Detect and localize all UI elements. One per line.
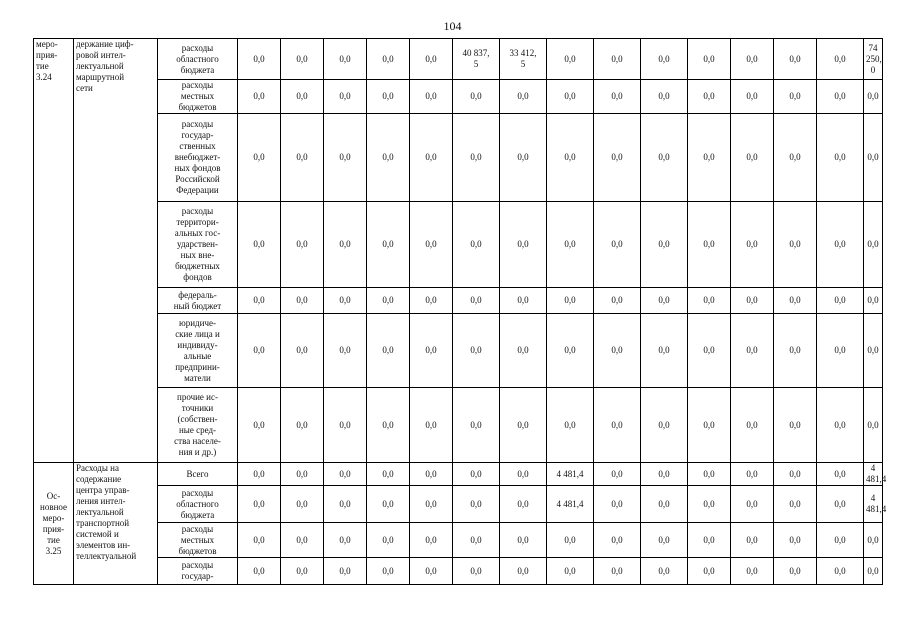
value-cell: 0,0 bbox=[324, 523, 367, 558]
funding-source-cell: расходы государ- bbox=[158, 558, 238, 585]
measure-name-cell: держание циф- ровой интел- лектуальной маршрутной сети bbox=[74, 39, 158, 463]
value-cell: 0,0 bbox=[594, 463, 641, 486]
value-cell: 40 837, 5 bbox=[453, 39, 500, 80]
value-cell: 0,0 bbox=[367, 202, 410, 288]
value-cell: 0,0 bbox=[817, 486, 864, 523]
value-cell: 0,0 bbox=[281, 558, 324, 585]
value-cell: 0,0 bbox=[774, 523, 817, 558]
table-row bbox=[34, 486, 883, 523]
table-row bbox=[34, 523, 883, 558]
value-cell: 0,0 bbox=[238, 486, 281, 523]
funding-source-cell: расходы территори- альных гос- ударствен- ных вне- бюджетных фондов bbox=[158, 202, 238, 288]
value-cell: 0,0 bbox=[774, 288, 817, 314]
value-cell: 0,0 bbox=[547, 114, 594, 202]
value-cell: 0,0 bbox=[281, 463, 324, 486]
value-cell: 0,0 bbox=[367, 314, 410, 388]
value-cell: 0,0 bbox=[453, 314, 500, 388]
value-cell: 0,0 bbox=[774, 202, 817, 288]
value-cell: 0,0 bbox=[500, 80, 547, 114]
value-cell: 0,0 bbox=[500, 314, 547, 388]
value-cell: 0,0 bbox=[731, 80, 774, 114]
table-row bbox=[34, 558, 883, 585]
value-cell: 0,0 bbox=[410, 388, 453, 463]
value-cell: 0,0 bbox=[547, 39, 594, 80]
measure-number-cell: Ос- новное меро- прия- тие 3.25 bbox=[34, 463, 74, 585]
value-cell: 0,0 bbox=[281, 388, 324, 463]
value-cell: 0,0 bbox=[367, 80, 410, 114]
value-cell: 0,0 bbox=[688, 486, 731, 523]
value-cell: 0,0 bbox=[688, 202, 731, 288]
value-cell: 0,0 bbox=[547, 80, 594, 114]
table-row bbox=[34, 314, 883, 388]
value-cell: 0,0 bbox=[238, 463, 281, 486]
value-cell: 0,0 bbox=[641, 463, 688, 486]
value-cell: 0,0 bbox=[641, 114, 688, 202]
value-cell: 0,0 bbox=[547, 314, 594, 388]
measure-name-cell: Расходы на содержание центра управ- ления интел- лектуальной транспортной системой и элементов ин- теллектуальной bbox=[74, 463, 158, 585]
value-cell: 0,0 bbox=[817, 39, 864, 80]
value-cell: 0,0 bbox=[500, 114, 547, 202]
value-cell: 0,0 bbox=[367, 523, 410, 558]
value-cell: 0,0 bbox=[324, 314, 367, 388]
value-cell: 0,0 bbox=[367, 114, 410, 202]
value-cell: 0,0 bbox=[500, 463, 547, 486]
value-cell: 0,0 bbox=[238, 39, 281, 80]
value-cell: 0,0 bbox=[817, 288, 864, 314]
value-cell: 0,0 bbox=[817, 114, 864, 202]
value-cell: 4 481,4 bbox=[864, 486, 883, 523]
value-cell: 0,0 bbox=[864, 288, 883, 314]
value-cell: 0,0 bbox=[367, 288, 410, 314]
value-cell: 0,0 bbox=[817, 463, 864, 486]
value-cell: 0,0 bbox=[453, 288, 500, 314]
value-cell: 4 481,4 bbox=[547, 463, 594, 486]
value-cell: 0,0 bbox=[500, 202, 547, 288]
value-cell: 0,0 bbox=[367, 558, 410, 585]
value-cell: 0,0 bbox=[864, 114, 883, 202]
value-cell: 0,0 bbox=[731, 388, 774, 463]
value-cell: 0,0 bbox=[324, 558, 367, 585]
value-cell: 0,0 bbox=[641, 486, 688, 523]
value-cell: 0,0 bbox=[410, 314, 453, 388]
value-cell: 0,0 bbox=[641, 39, 688, 80]
value-cell: 0,0 bbox=[410, 463, 453, 486]
value-cell: 0,0 bbox=[453, 80, 500, 114]
value-cell: 0,0 bbox=[281, 80, 324, 114]
value-cell: 0,0 bbox=[864, 388, 883, 463]
value-cell: 0,0 bbox=[324, 39, 367, 80]
value-cell: 0,0 bbox=[238, 288, 281, 314]
value-cell: 0,0 bbox=[594, 114, 641, 202]
value-cell: 0,0 bbox=[453, 463, 500, 486]
funding-source-cell: Всего bbox=[158, 463, 238, 486]
value-cell: 0,0 bbox=[324, 80, 367, 114]
page-number: 104 bbox=[443, 19, 462, 33]
table-row bbox=[34, 114, 883, 202]
value-cell: 0,0 bbox=[731, 114, 774, 202]
value-cell: 0,0 bbox=[774, 314, 817, 388]
value-cell: 0,0 bbox=[688, 314, 731, 388]
value-cell: 0,0 bbox=[500, 558, 547, 585]
table-row bbox=[34, 388, 883, 463]
value-cell: 0,0 bbox=[453, 114, 500, 202]
value-cell: 0,0 bbox=[410, 114, 453, 202]
value-cell: 0,0 bbox=[324, 288, 367, 314]
value-cell: 0,0 bbox=[594, 486, 641, 523]
value-cell: 0,0 bbox=[641, 288, 688, 314]
value-cell: 0,0 bbox=[500, 486, 547, 523]
value-cell: 0,0 bbox=[238, 202, 281, 288]
table-row bbox=[34, 202, 883, 288]
value-cell: 0,0 bbox=[547, 288, 594, 314]
value-cell: 0,0 bbox=[864, 202, 883, 288]
value-cell: 0,0 bbox=[410, 558, 453, 585]
funding-source-cell: расходы областного бюджета bbox=[158, 486, 238, 523]
value-cell: 0,0 bbox=[594, 80, 641, 114]
value-cell: 0,0 bbox=[410, 80, 453, 114]
value-cell: 0,0 bbox=[641, 558, 688, 585]
value-cell: 0,0 bbox=[453, 388, 500, 463]
value-cell: 0,0 bbox=[774, 558, 817, 585]
value-cell: 0,0 bbox=[281, 314, 324, 388]
value-cell: 0,0 bbox=[817, 558, 864, 585]
funding-source-cell: юридиче- ские лица и индивиду- альные предприни- матели bbox=[158, 314, 238, 388]
value-cell: 0,0 bbox=[641, 314, 688, 388]
table-row bbox=[34, 288, 883, 314]
value-cell: 0,0 bbox=[410, 523, 453, 558]
value-cell: 0,0 bbox=[641, 80, 688, 114]
value-cell: 0,0 bbox=[594, 388, 641, 463]
value-cell: 0,0 bbox=[864, 523, 883, 558]
value-cell: 0,0 bbox=[453, 486, 500, 523]
value-cell: 0,0 bbox=[367, 39, 410, 80]
value-cell: 0,0 bbox=[324, 114, 367, 202]
value-cell: 0,0 bbox=[547, 523, 594, 558]
value-cell: 4 481,4 bbox=[547, 486, 594, 523]
value-cell: 0,0 bbox=[688, 80, 731, 114]
value-cell: 0,0 bbox=[238, 114, 281, 202]
funding-source-cell: федераль- ный бюджет bbox=[158, 288, 238, 314]
table-row bbox=[34, 80, 883, 114]
value-cell: 0,0 bbox=[594, 288, 641, 314]
value-cell: 0,0 bbox=[731, 314, 774, 388]
value-cell: 0,0 bbox=[731, 523, 774, 558]
value-cell: 0,0 bbox=[281, 114, 324, 202]
value-cell: 0,0 bbox=[641, 202, 688, 288]
value-cell: 0,0 bbox=[594, 558, 641, 585]
value-cell: 0,0 bbox=[547, 202, 594, 288]
funding-source-cell: расходы местных бюджетов bbox=[158, 523, 238, 558]
value-cell: 0,0 bbox=[324, 463, 367, 486]
value-cell: 0,0 bbox=[864, 314, 883, 388]
value-cell: 0,0 bbox=[688, 288, 731, 314]
value-cell: 0,0 bbox=[238, 388, 281, 463]
value-cell: 0,0 bbox=[238, 314, 281, 388]
table-row bbox=[34, 463, 883, 486]
value-cell: 0,0 bbox=[453, 558, 500, 585]
value-cell: 0,0 bbox=[410, 39, 453, 80]
value-cell: 0,0 bbox=[774, 486, 817, 523]
value-cell: 0,0 bbox=[281, 288, 324, 314]
value-cell: 0,0 bbox=[453, 523, 500, 558]
value-cell: 0,0 bbox=[238, 523, 281, 558]
value-cell: 4 481,4 bbox=[864, 463, 883, 486]
value-cell: 0,0 bbox=[817, 202, 864, 288]
value-cell: 74 250, 0 bbox=[864, 39, 883, 80]
value-cell: 0,0 bbox=[731, 39, 774, 80]
value-cell: 0,0 bbox=[367, 388, 410, 463]
value-cell: 0,0 bbox=[731, 288, 774, 314]
value-cell: 0,0 bbox=[864, 558, 883, 585]
value-cell: 0,0 bbox=[594, 39, 641, 80]
value-cell: 0,0 bbox=[688, 39, 731, 80]
value-cell: 0,0 bbox=[594, 314, 641, 388]
value-cell: 0,0 bbox=[281, 523, 324, 558]
value-cell: 0,0 bbox=[410, 486, 453, 523]
value-cell: 0,0 bbox=[238, 558, 281, 585]
value-cell: 0,0 bbox=[594, 202, 641, 288]
value-cell: 0,0 bbox=[410, 202, 453, 288]
measure-number-cell: меро- прия- тие 3.24 bbox=[34, 39, 74, 463]
value-cell: 0,0 bbox=[324, 388, 367, 463]
funding-source-cell: расходы областного бюджета bbox=[158, 39, 238, 80]
value-cell: 0,0 bbox=[641, 523, 688, 558]
value-cell: 0,0 bbox=[641, 388, 688, 463]
value-cell: 0,0 bbox=[817, 523, 864, 558]
value-cell: 0,0 bbox=[281, 486, 324, 523]
value-cell: 0,0 bbox=[324, 486, 367, 523]
value-cell: 0,0 bbox=[688, 114, 731, 202]
value-cell: 0,0 bbox=[731, 486, 774, 523]
value-cell: 0,0 bbox=[367, 486, 410, 523]
value-cell: 0,0 bbox=[774, 388, 817, 463]
value-cell: 0,0 bbox=[774, 114, 817, 202]
value-cell: 0,0 bbox=[547, 388, 594, 463]
funding-source-cell: расходы местных бюджетов bbox=[158, 80, 238, 114]
funding-source-cell: расходы государ- ственных внебюджет- ных фондов Российской Федерации bbox=[158, 114, 238, 202]
value-cell: 0,0 bbox=[817, 314, 864, 388]
value-cell: 0,0 bbox=[731, 202, 774, 288]
value-cell: 0,0 bbox=[410, 288, 453, 314]
value-cell: 0,0 bbox=[281, 202, 324, 288]
value-cell: 0,0 bbox=[688, 523, 731, 558]
value-cell: 0,0 bbox=[864, 80, 883, 114]
value-cell: 0,0 bbox=[594, 523, 641, 558]
value-cell: 0,0 bbox=[731, 463, 774, 486]
value-cell: 0,0 bbox=[324, 202, 367, 288]
budget-table bbox=[33, 38, 887, 585]
value-cell: 0,0 bbox=[817, 80, 864, 114]
value-cell: 33 412, 5 bbox=[500, 39, 547, 80]
value-cell: 0,0 bbox=[500, 523, 547, 558]
value-cell: 0,0 bbox=[688, 463, 731, 486]
value-cell: 0,0 bbox=[817, 388, 864, 463]
value-cell: 0,0 bbox=[731, 558, 774, 585]
value-cell: 0,0 bbox=[367, 463, 410, 486]
table-row bbox=[34, 39, 883, 80]
funding-source-cell: прочие ис- точники (собствен- ные сред- ства населе- ния и др.) bbox=[158, 388, 238, 463]
value-cell: 0,0 bbox=[500, 288, 547, 314]
value-cell: 0,0 bbox=[774, 80, 817, 114]
value-cell: 0,0 bbox=[774, 463, 817, 486]
value-cell: 0,0 bbox=[688, 388, 731, 463]
value-cell: 0,0 bbox=[238, 80, 281, 114]
value-cell: 0,0 bbox=[281, 39, 324, 80]
value-cell: 0,0 bbox=[688, 558, 731, 585]
value-cell: 0,0 bbox=[547, 558, 594, 585]
value-cell: 0,0 bbox=[774, 39, 817, 80]
value-cell: 0,0 bbox=[453, 202, 500, 288]
value-cell: 0,0 bbox=[500, 388, 547, 463]
